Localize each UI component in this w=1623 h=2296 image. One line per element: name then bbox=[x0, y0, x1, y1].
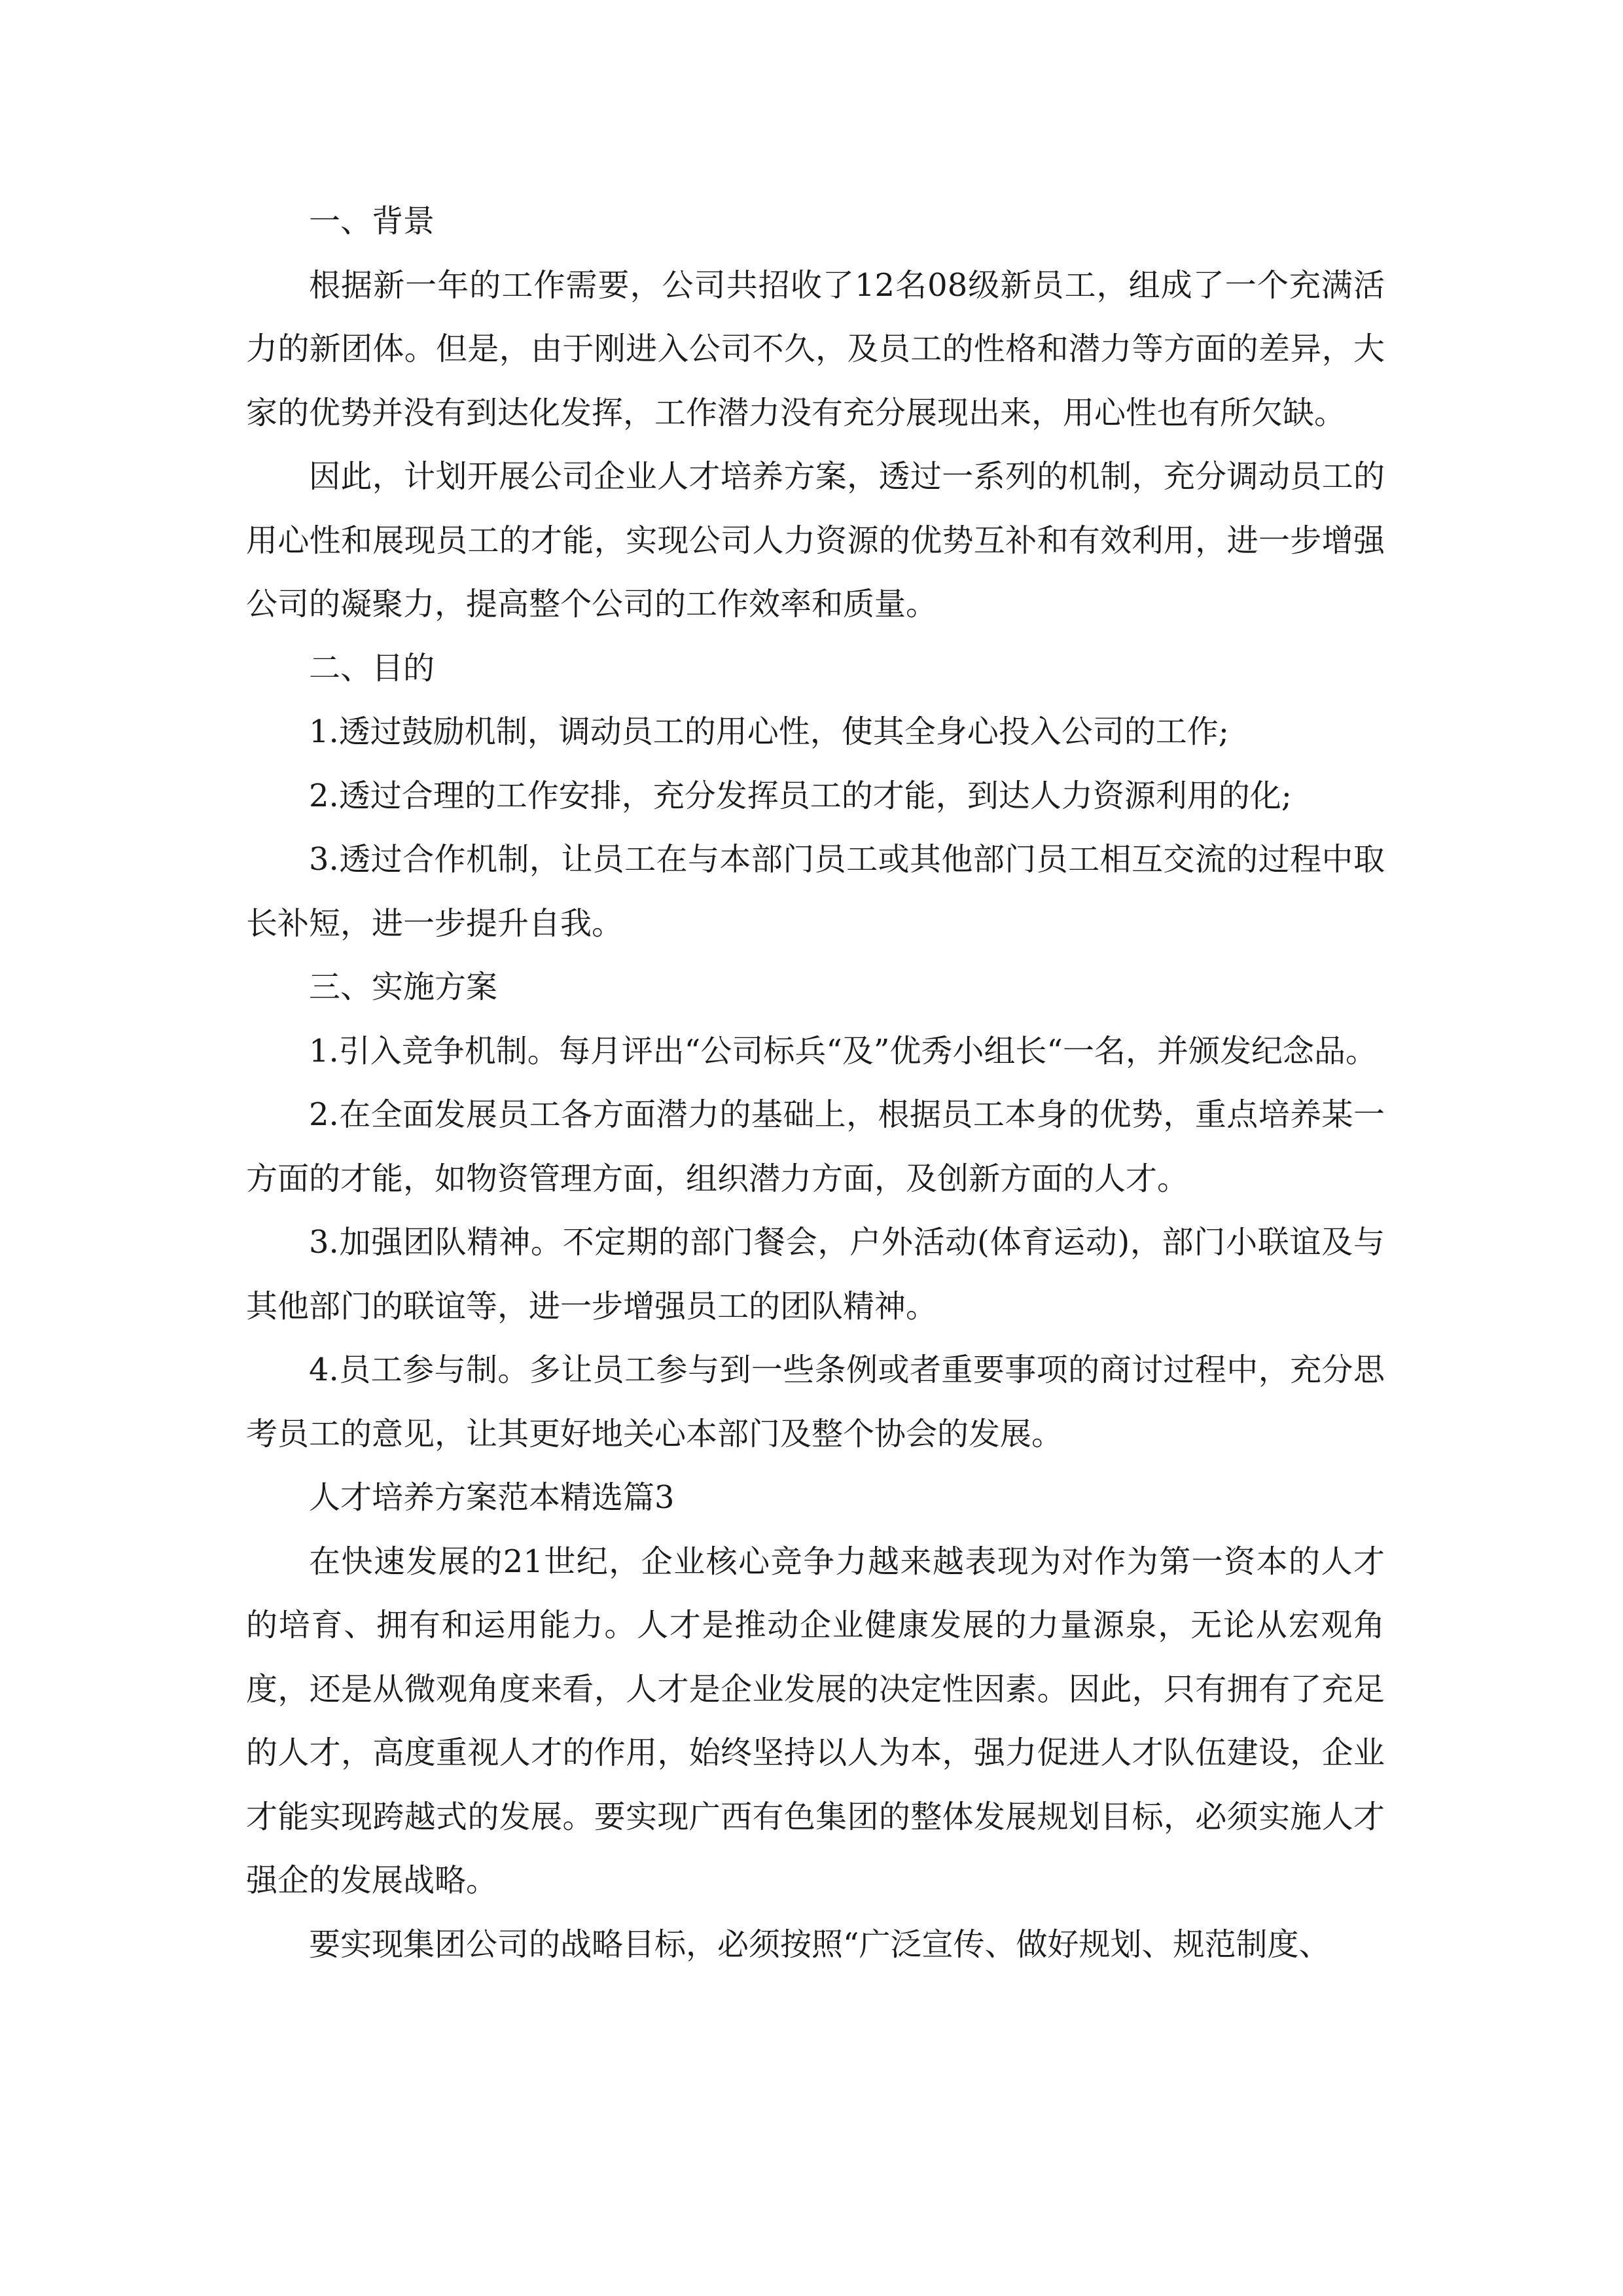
paragraph-part3-1: 在快速发展的21世纪，企业核心竞争力越来越表现为对作为第一资本的人才的培育、拥有和运用能力。人才是推动企业健康发展的力量源泉，无论从宏观角度，还是从微观角度来看，人才是企业发展的决定性因素。因此，只有拥有了充足的人才，高度重视人才的作用，始终坚持以人为本，强力促进人才队伍建设，企业才能实现跨越式的发展。要实现广西有色集团的整体发展规划目标，必须实施人才强企的发展战略。 bbox=[246, 1543, 1385, 1899]
list-item-implementation-1: 1.引入竞争机制。每月评出“公司标兵“及”优秀小组长“一名，并颁发纪念品。 bbox=[309, 1032, 1377, 1069]
section-heading-implementation: 三、实施方案 bbox=[309, 969, 498, 1005]
list-item-implementation-2: 2.在全面发展员工各方面潜力的基础上，根据员工本身的优势，重点培养某一方面的才能，如物资管理方面，组织潜力方面，及创新方面的人才。 bbox=[246, 1096, 1385, 1197]
paragraph-background-1: 根据新一年的工作需要，公司共招收了12名08级新员工，组成了一个充满活力的新团体。但是，由于刚进入公司不久，及员工的性格和潜力等方面的差异，大家的优势并没有到达化发挥，工作潜力没有充分展现出来，用心性也有所欠缺。 bbox=[246, 266, 1385, 431]
list-item-implementation-3: 3.加强团队精神。不定期的部门餐会，户外活动(体育运动)，部门小联谊及与其他部门的联谊等，进一步增强员工的团队精神。 bbox=[246, 1224, 1385, 1325]
document-body bbox=[246, 190, 1385, 1977]
list-item-purpose-3: 3.透过合作机制，让员工在与本部门员工或其他部门员工相互交流的过程中取长补短，进一步提升自我。 bbox=[246, 841, 1385, 942]
list-item-implementation-4: 4.员工参与制。多让员工参与到一些条例或者重要事项的商讨过程中，充分思考员工的意见，让其更好地关心本部门及整个协会的发展。 bbox=[246, 1352, 1385, 1452]
section-heading-purpose: 二、目的 bbox=[309, 649, 435, 687]
paragraph-background-2: 因此，计划开展公司企业人才培养方案，透过一系列的机制，充分调动员工的用心性和展现员工的才能，实现公司人力资源的优势互补和有效利用，进一步增强公司的凝聚力，提高整个公司的工作效率和质量。 bbox=[246, 458, 1385, 622]
paragraph-part3-2: 要实现集团公司的战略目标，必须按照“广泛宣传、做好规划、规范制度、 bbox=[309, 1926, 1330, 1963]
article-title-part3: 人才培养方案范本精选篇3 bbox=[309, 1479, 675, 1516]
list-item-purpose-2: 2.透过合理的工作安排，充分发挥员工的才能，到达人力资源利用的化; bbox=[309, 777, 1292, 814]
section-heading-background: 一、背景 bbox=[309, 203, 435, 240]
list-item-purpose-1: 1.透过鼓励机制，调动员工的用心性，使其全身心投入公司的工作; bbox=[309, 713, 1229, 750]
